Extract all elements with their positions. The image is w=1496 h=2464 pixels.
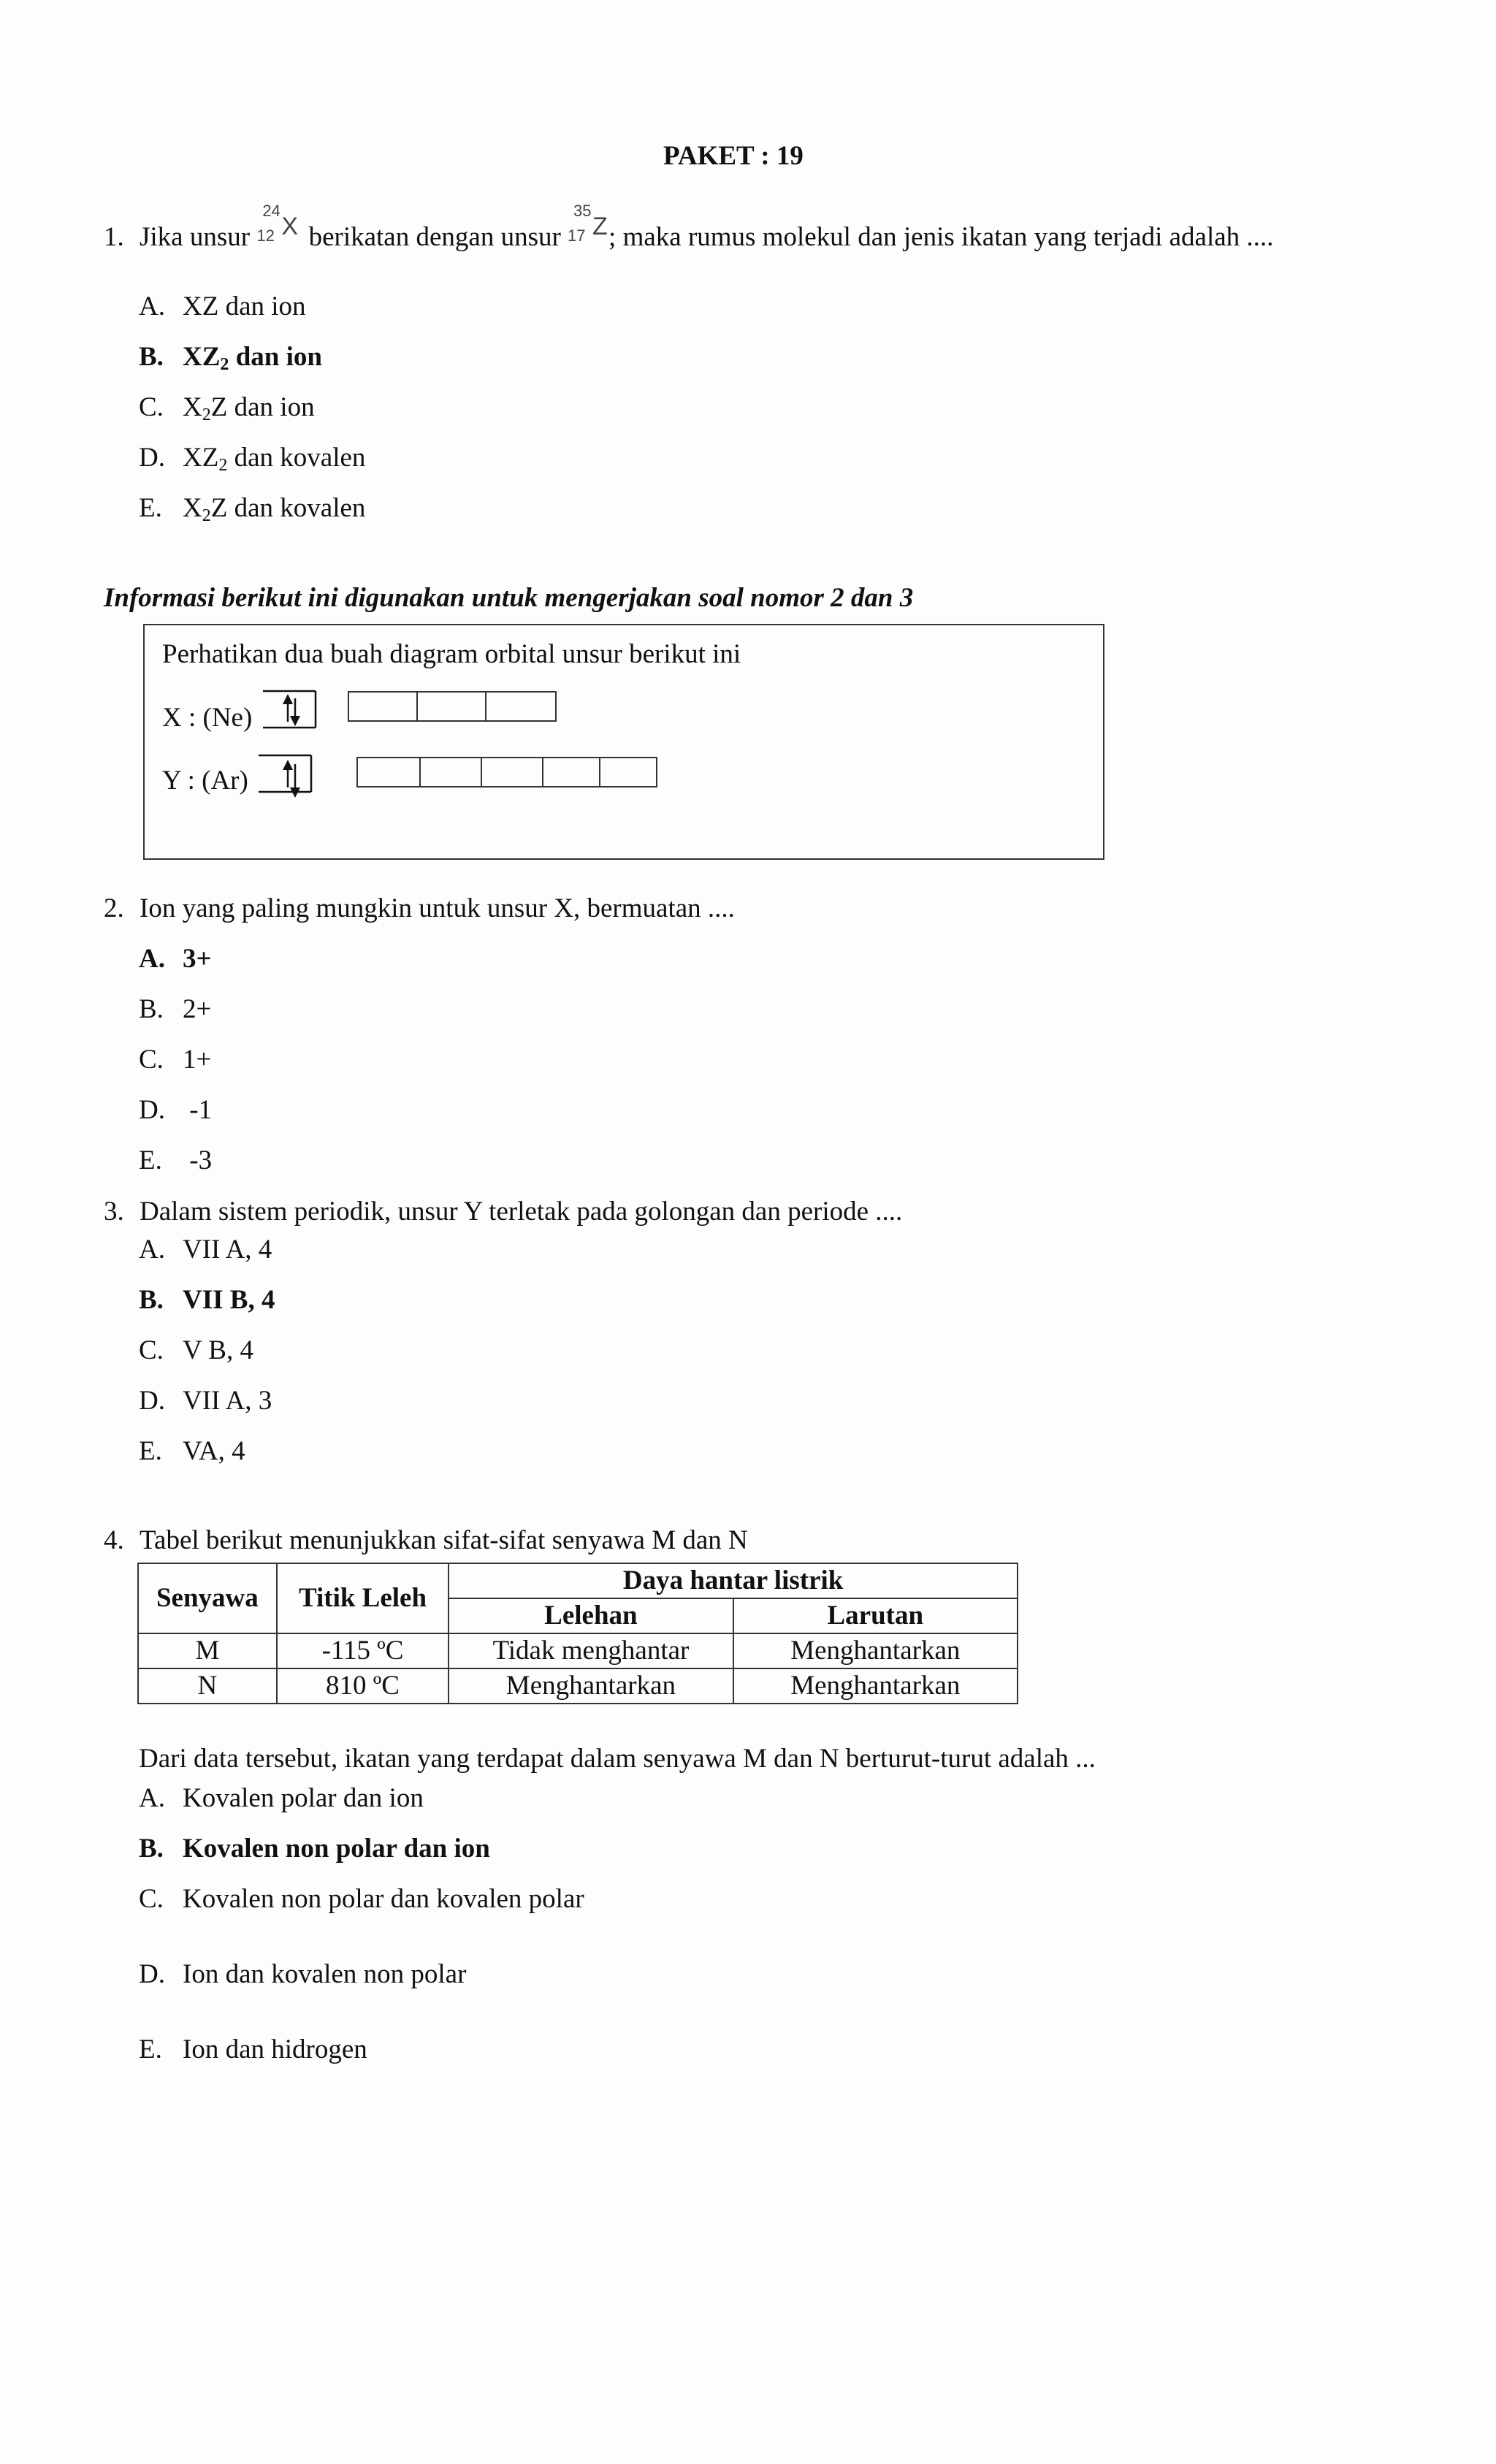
info-heading: Informasi berikut ini digunakan untuk mengerjakan soal nomor 2 dan 3: [104, 583, 914, 613]
option-letter: D.: [139, 1386, 165, 1416]
electron-up-arrow-icon: [283, 760, 293, 770]
page-title: PAKET : 19: [663, 141, 804, 171]
q2-option-e[interactable]: [139, 1145, 212, 1177]
option-text: VII B, 4: [183, 1285, 275, 1315]
cell-senyawa: N: [138, 1668, 277, 1704]
option-formula: X: [183, 392, 202, 422]
q3-option-b[interactable]: [139, 1284, 275, 1316]
q2-option-a[interactable]: [139, 943, 212, 975]
cell-lelehan: Menghantarkan: [449, 1668, 733, 1704]
option-letter: B.: [139, 1834, 164, 1864]
option-letter: E.: [139, 1145, 162, 1175]
isotope-x-number: 12: [256, 226, 275, 245]
electron-up-arrow-icon: [283, 694, 293, 704]
option-text: Ion dan kovalen non polar: [183, 1959, 467, 1989]
orbital-cell: [348, 691, 418, 722]
option-subscript: 2: [202, 506, 211, 525]
q2-option-d[interactable]: [139, 1094, 212, 1126]
q2-option-c[interactable]: [139, 1044, 211, 1076]
option-text: Kovalen polar dan ion: [183, 1783, 424, 1813]
option-formula: XZ: [183, 443, 219, 473]
option-formula: XZ: [183, 291, 219, 321]
header-lelehan: Lelehan: [449, 1598, 733, 1633]
orbital-y-d-boxes: [358, 757, 657, 787]
orbital-x-s-box: [260, 690, 318, 731]
cell-larutan: Menghantarkan: [733, 1633, 1018, 1668]
orbital-cell: [485, 691, 557, 722]
option-letter: C.: [139, 1045, 164, 1075]
orbital-cell: [356, 757, 421, 787]
q1-text-before: Jika unsur: [140, 222, 251, 252]
option-letter: B.: [139, 994, 164, 1024]
option-text: Kovalen non polar dan kovalen polar: [183, 1884, 584, 1914]
q4-option-b[interactable]: [139, 1833, 490, 1865]
header-larutan: Larutan: [733, 1598, 1018, 1633]
cell-titik-leleh: 810 ºC: [277, 1668, 449, 1704]
option-text: VA, 4: [183, 1436, 245, 1466]
q4-stem: [104, 1525, 748, 1557]
orbital-x-label: X : (Ne): [162, 703, 253, 733]
isotope-x: [256, 202, 302, 247]
orbital-cell: [481, 757, 543, 787]
orbital-cell: [599, 757, 657, 787]
orbital-cell: [416, 691, 486, 722]
header-daya-hantar: Daya hantar listrik: [449, 1563, 1018, 1598]
q3-stem: [104, 1196, 902, 1228]
option-text: dan ion: [229, 342, 322, 372]
option-text: 1+: [183, 1045, 212, 1075]
q1-option-a[interactable]: [139, 291, 306, 323]
option-text: 3+: [183, 944, 212, 974]
q4-option-a[interactable]: [139, 1782, 424, 1815]
isotope-z: [568, 202, 608, 247]
option-text: VII A, 4: [183, 1235, 272, 1265]
cell-titik-leleh: -115 ºC: [277, 1633, 449, 1668]
orbital-x-p-boxes: [349, 691, 557, 722]
option-subscript: 2: [218, 456, 228, 475]
q1-option-d[interactable]: [139, 442, 365, 474]
q4-question: Dari data tersebut, ikatan yang terdapat dalam senyawa M dan N berturut-turut adalah ...: [139, 1744, 1096, 1774]
q1-number: 1.: [104, 222, 124, 252]
option-text: VII A, 3: [183, 1386, 272, 1416]
orbital-cell: [542, 757, 600, 787]
q1-stem: [104, 202, 1274, 253]
orbital-box-text: Perhatikan dua buah diagram orbital unsur berikut ini: [162, 639, 741, 669]
q1-text-mid: berikatan dengan unsur: [308, 222, 561, 252]
cell-lelehan: Tidak menghantar: [449, 1633, 733, 1668]
option-formula: X: [183, 493, 202, 523]
q4-option-c[interactable]: [139, 1883, 584, 1915]
option-letter: B.: [139, 342, 164, 372]
q2-option-b[interactable]: [139, 993, 211, 1026]
table-row: [138, 1633, 1018, 1668]
electron-down-arrow-icon: [290, 716, 300, 726]
option-text: Kovalen non polar dan ion: [183, 1834, 490, 1864]
q1-option-b[interactable]: [139, 341, 322, 373]
q4-text: Tabel berikut menunjukkan sifat-sifat senyawa M dan N: [140, 1525, 748, 1555]
option-text: dan ion: [218, 291, 306, 321]
orbital-cell: [419, 757, 482, 787]
cell-senyawa: M: [138, 1633, 277, 1668]
cell-larutan: Menghantarkan: [733, 1668, 1018, 1704]
header-titik-leleh: Titik Leleh: [277, 1563, 449, 1633]
q3-option-e[interactable]: [139, 1435, 245, 1468]
option-letter: D.: [139, 1959, 165, 1989]
q3-text: Dalam sistem periodik, unsur Y terletak pada golongan dan periode ....: [140, 1197, 903, 1227]
q4-option-d[interactable]: [139, 1958, 466, 1991]
option-subscript: 2: [220, 355, 229, 374]
option-letter: C.: [139, 392, 164, 422]
orbital-y-label: Y : (Ar): [162, 766, 248, 796]
q3-number: 3.: [104, 1197, 124, 1227]
q2-number: 2.: [104, 893, 124, 923]
option-subscript: 2: [202, 405, 211, 424]
option-text: V B, 4: [183, 1335, 253, 1365]
q1-option-c[interactable]: [139, 392, 315, 424]
option-letter: C.: [139, 1335, 164, 1365]
option-text: Z dan kovalen: [210, 493, 366, 523]
q2-stem: [104, 893, 735, 925]
option-letter: E.: [139, 493, 162, 523]
isotope-z-symbol: Z: [592, 213, 608, 240]
isotope-z-number: 17: [568, 226, 586, 245]
option-letter: D.: [139, 1095, 165, 1125]
properties-table: [137, 1563, 1018, 1704]
isotope-x-mass: 24: [262, 202, 280, 220]
option-letter: B.: [139, 1285, 164, 1315]
option-letter: A.: [139, 1235, 165, 1265]
option-formula: XZ: [183, 342, 221, 372]
option-text: -1: [183, 1095, 213, 1125]
option-text: 2+: [183, 994, 212, 1024]
q2-text: Ion yang paling mungkin untuk unsur X, bermuatan ....: [140, 893, 735, 923]
q1-text-after: ; maka rumus molekul dan jenis ikatan yang terjadi adalah ....: [608, 222, 1274, 252]
option-letter: E.: [139, 1436, 162, 1466]
q3-option-d[interactable]: [139, 1385, 272, 1417]
q4-number: 4.: [104, 1525, 124, 1555]
q3-option-a[interactable]: [139, 1234, 272, 1266]
option-text: -3: [183, 1145, 213, 1175]
table-row: [138, 1668, 1018, 1704]
option-letter: A.: [139, 1783, 165, 1813]
option-text: Ion dan hidrogen: [183, 2034, 367, 2064]
option-letter: A.: [139, 944, 165, 974]
orbital-y-s-box: [256, 754, 314, 799]
isotope-x-symbol: X: [281, 213, 299, 240]
option-letter: E.: [139, 2034, 162, 2064]
option-letter: A.: [139, 291, 165, 321]
option-text: Z dan ion: [210, 392, 315, 422]
option-letter: C.: [139, 1884, 164, 1914]
q3-option-c[interactable]: [139, 1335, 253, 1367]
option-text: dan kovalen: [227, 443, 366, 473]
q1-option-e[interactable]: [139, 492, 365, 525]
option-letter: D.: [139, 443, 165, 473]
header-senyawa: Senyawa: [138, 1563, 277, 1633]
q4-option-e[interactable]: [139, 2034, 367, 2066]
isotope-z-mass: 35: [573, 202, 592, 220]
